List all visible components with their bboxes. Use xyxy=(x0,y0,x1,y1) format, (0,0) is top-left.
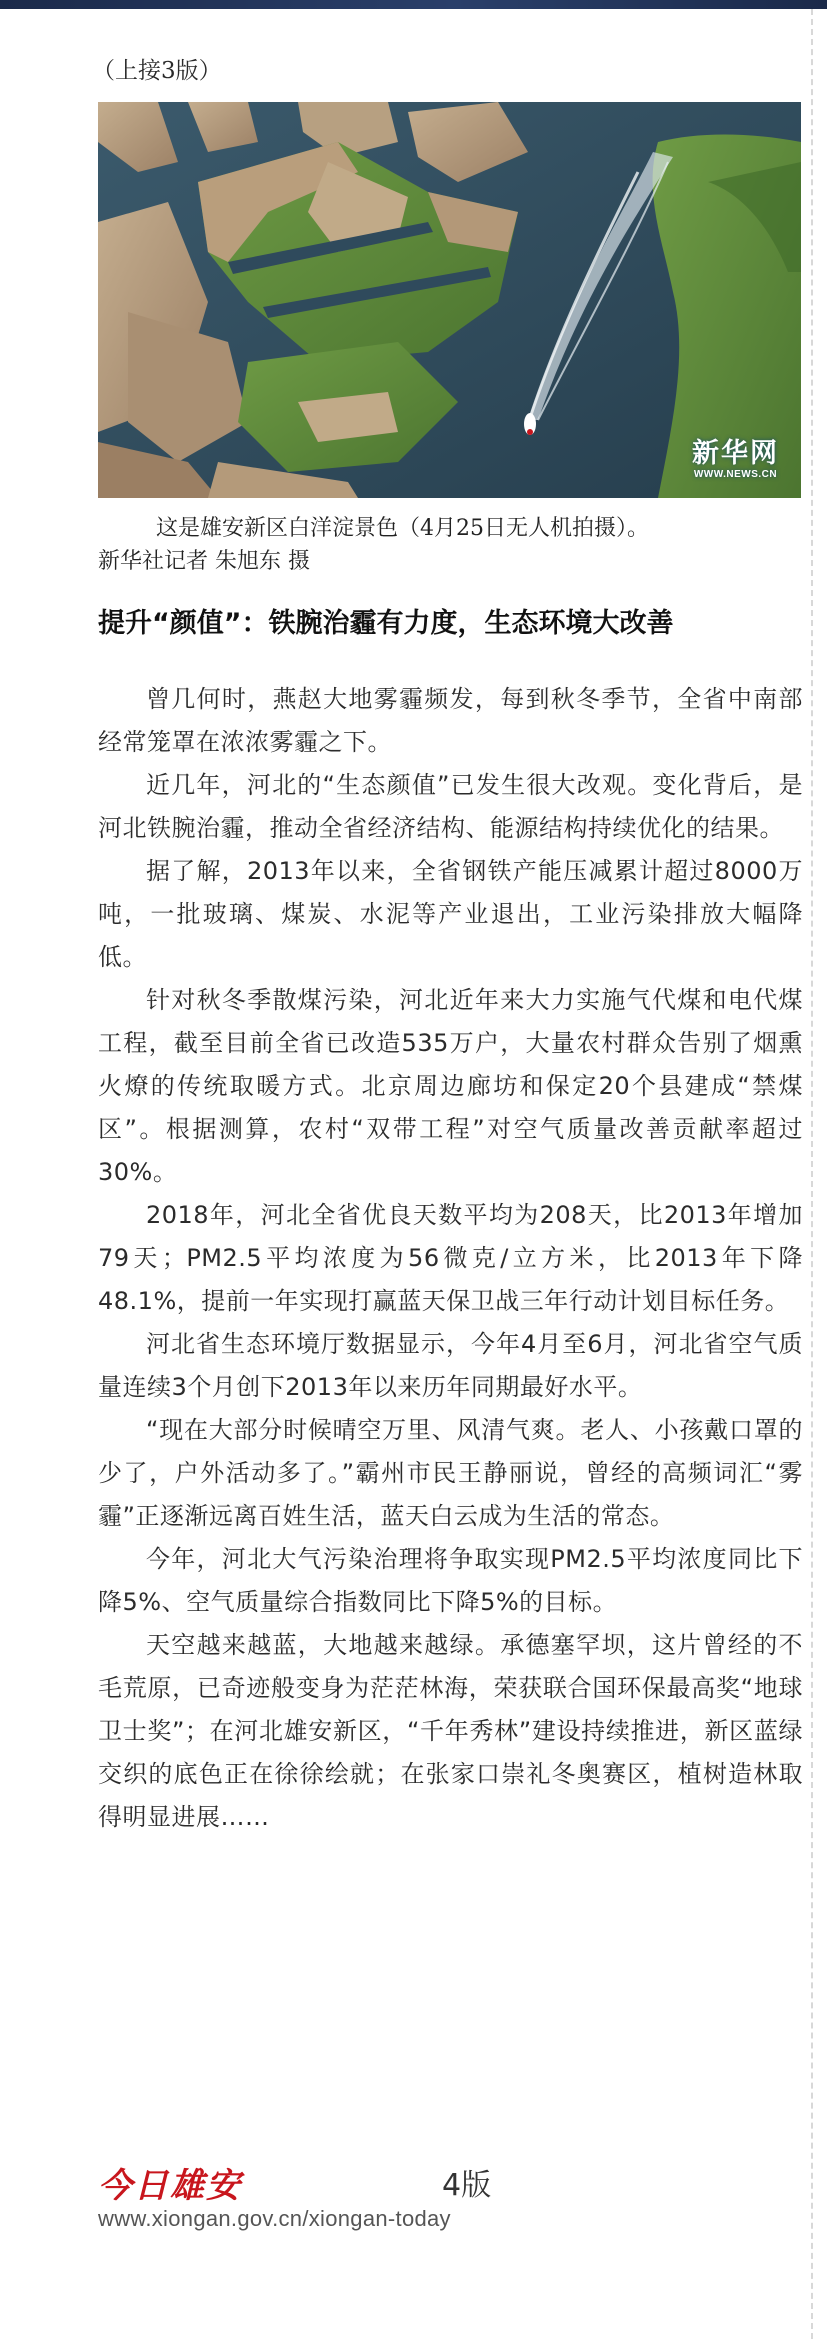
watermark-name: 新华网 xyxy=(692,438,779,469)
caption-line-1: 这是雄安新区白洋淀景色（4月25日无人机拍摄）。 xyxy=(156,516,649,541)
continued-from-note: （上接3版） xyxy=(92,58,222,84)
article-body xyxy=(98,678,803,1839)
publication-url: www.xiongan.gov.cn/xiongan-today xyxy=(98,2206,451,2231)
paragraph: 针对秋冬季散煤污染，河北近年来大力实施气代煤和电代煤工程，截至目前全省已改造535万户，大量农村群众告别了烟熏火燎的传统取暖方式。北京周边廊坊和保定20个县建成“禁煤区”。根据测算，农村“双带工程”对空气质量改善贡献率超过30%。 xyxy=(98,986,803,1186)
publication-logo: 今日雄安 xyxy=(98,2166,242,2206)
page-edge-divider xyxy=(811,9,813,2339)
xinhua-watermark xyxy=(692,439,779,480)
paragraph: 近几年，河北的“生态颜值”已发生很大改观。变化背后，是河北铁腕治霾，推动全省经济结构、能源结构持续优化的结果。 xyxy=(98,771,803,842)
paragraph: 2018年，河北全省优良天数平均为208天，比2013年增加79天；PM2.5平均浓度为56微克/立方米，比2013年下降48.1%，提前一年实现打赢蓝天保卫战三年行动计划目标任务。 xyxy=(98,1201,803,1315)
paragraph: 今年，河北大气污染治理将争取实现PM2.5平均浓度同比下降5%、空气质量综合指数同比下降5%的目标。 xyxy=(98,1545,803,1616)
photo-caption xyxy=(98,512,803,578)
top-bar xyxy=(0,0,827,9)
section-headline: 提升“颜值”：铁腕治霾有力度，生态环境大改善 xyxy=(98,608,674,639)
caption-line-2: 新华社记者 朱旭东 摄 xyxy=(98,549,310,574)
paragraph: 天空越来越蓝，大地越来越绿。承德塞罕坝，这片曾经的不毛荒原，已奇迹般变身为茫茫林海，荣获联合国环保最高奖“地球卫士奖”；在河北雄安新区，“千年秀林”建设持续推进，新区蓝绿交织的底色正在徐徐绘就；在张家口崇礼冬奥赛区，植树造林取得明显进展…… xyxy=(98,1631,803,1831)
watermark-url: WWW.NEWS.CN xyxy=(693,469,778,480)
paragraph: “现在大部分时候晴空万里、风清气爽。老人、小孩戴口罩的少了，户外活动多了。”霸州市民王静丽说，曾经的高频词汇“雾霾”正逐渐远离百姓生活，蓝天白云成为生活的常态。 xyxy=(98,1416,803,1530)
page-number: 4版 xyxy=(442,2168,492,2203)
paragraph: 曾几何时，燕赵大地雾霾频发，每到秋冬季节，全省中南部经常笼罩在浓浓雾霾之下。 xyxy=(98,685,803,756)
paragraph: 据了解，2013年以来，全省钢铁产能压减累计超过8000万吨，一批玻璃、煤炭、水泥等产业退出，工业污染排放大幅降低。 xyxy=(98,857,803,971)
news-photo xyxy=(98,102,801,498)
paragraph: 河北省生态环境厅数据显示，今年4月至6月，河北省空气质量连续3个月创下2013年以来历年同期最好水平。 xyxy=(98,1330,803,1401)
